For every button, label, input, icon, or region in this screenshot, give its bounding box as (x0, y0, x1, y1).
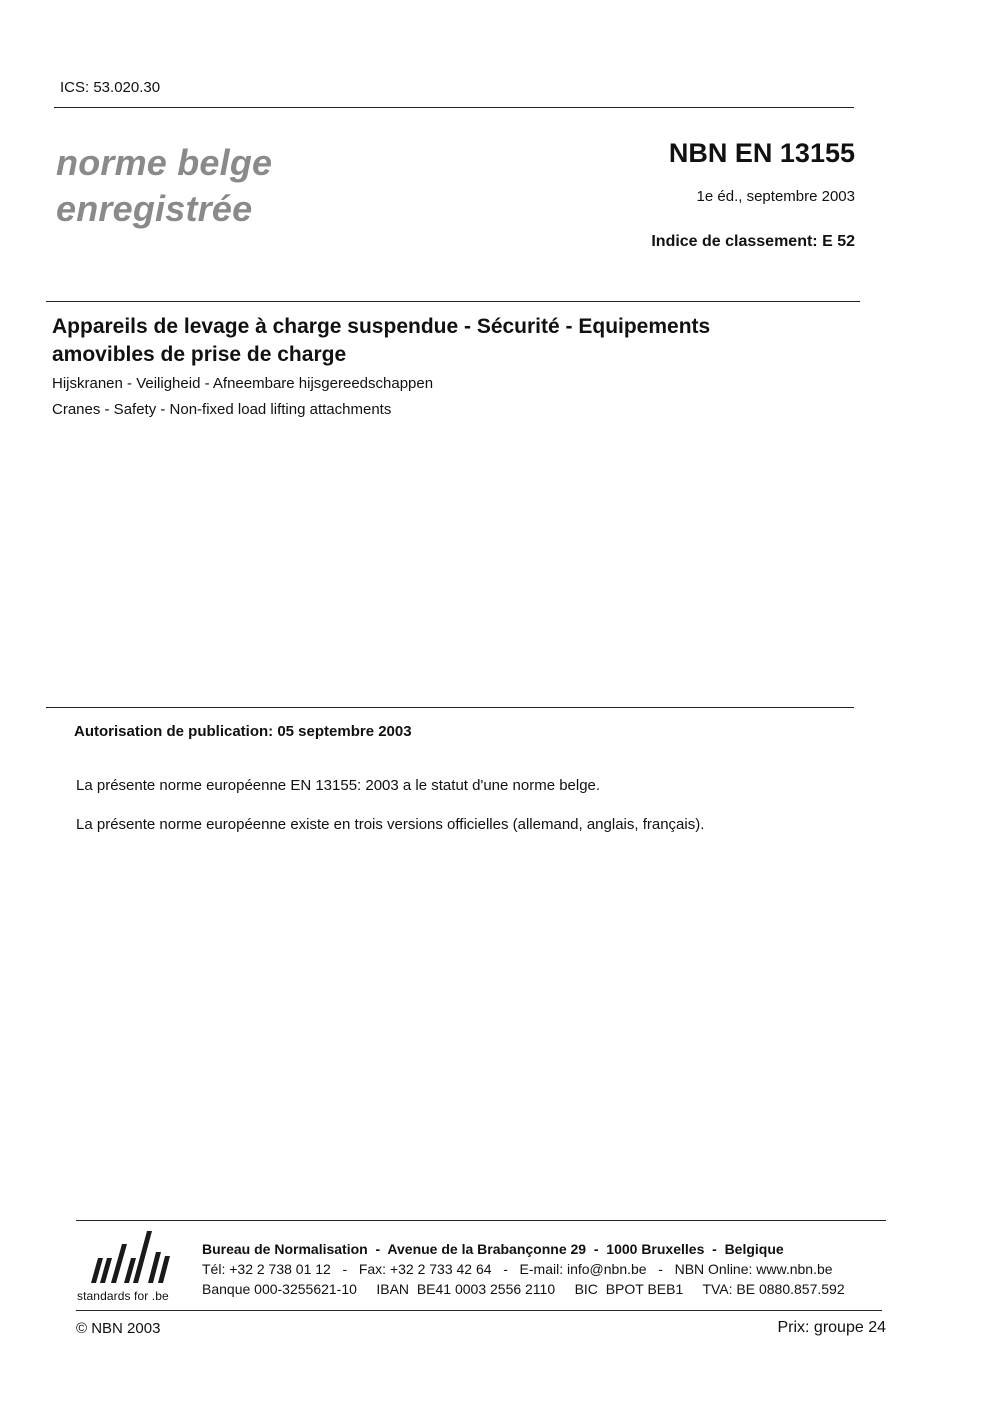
status-statement: La présente norme européenne EN 13155: 2003 a le statut d'une norme belge. (76, 777, 601, 794)
title-french-line-1: Appareils de levage à charge suspendue - Sécurité - Equipements (52, 315, 711, 338)
logo-tagline: standards for .be (77, 1289, 169, 1303)
contact-info: Tél: +32 2 738 01 12 - Fax: +32 2 733 42 64 - E-mail: info@nbn.be - NBN Online: www.nbn.be (202, 1261, 833, 1277)
standard-id: NBN EN 13155 (668, 138, 855, 168)
norme-line-2: enregistrée (56, 188, 253, 229)
publication-authorisation: Autorisation de publication: 05 septembre 2003 (74, 723, 412, 740)
bureau-address: Bureau de Normalisation - Avenue de la Brabançonne 29 - 1000 Bruxelles - Belgique (202, 1241, 784, 1257)
norme-line-1: norme belge (56, 142, 273, 183)
edition-date: 1e éd., septembre 2003 (696, 188, 855, 205)
price-group: Prix: groupe 24 (777, 1319, 886, 1336)
title-french-line-2: amovibles de prise de charge (52, 343, 347, 366)
publication-rule (46, 707, 854, 708)
ics-code: ICS: 53.020.30 (60, 79, 161, 96)
norme-belge-label (56, 140, 272, 232)
classification-index: Indice de classement: E 52 (651, 233, 855, 250)
footer-rule-bottom (76, 1310, 882, 1311)
footer-rule-top (76, 1220, 886, 1221)
title-dutch: Hijskranen - Veiligheid - Afneembare hijsgereedschappen (52, 375, 434, 392)
top-rule (54, 107, 854, 108)
title-english: Cranes - Safety - Non-fixed load lifting attachments (52, 401, 392, 418)
copyright: © NBN 2003 (76, 1320, 161, 1337)
title-rule (46, 301, 860, 302)
title-french (52, 313, 842, 369)
bank-details: Banque 000-3255621-10 IBAN BE41 0003 2556 2110 BIC BPOT BEB1 TVA: BE 0880.857.592 (202, 1281, 845, 1297)
versions-statement: La présente norme européenne existe en trois versions officielles (allemand, anglais, français). (76, 816, 705, 833)
